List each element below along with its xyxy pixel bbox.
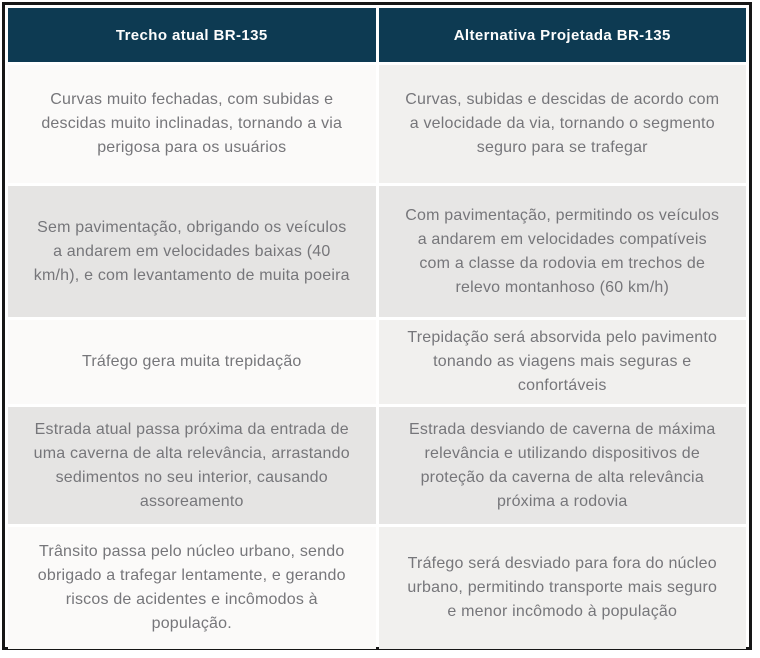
header-row	[8, 8, 746, 62]
cell-alternative-row4: Estrada desviando de caverna de máxima relevância e utilizando dispositivos de proteção da caverna de alta relevância próxima a rodovia	[379, 407, 747, 524]
cell-current-row2: Sem pavimentação, obrigando os veículos a andarem em velocidades baixas (40 km/h), e com levantamento de muita poeira	[8, 186, 376, 317]
cell-alternative-row2: Com pavimentação, permitindo os veículos a andarem em velocidades compatíveis com a classe da rodovia em trechos de relevo montanhoso (60 km/h)	[379, 186, 747, 317]
table-row	[8, 527, 746, 649]
cell-alternative-row3: Trepidação será absorvida pelo pavimento tonando as viagens mais seguras e confortáveis	[379, 320, 747, 404]
comparison-table-frame	[2, 2, 752, 650]
cell-current-row3: Tráfego gera muita trepidação	[8, 320, 376, 404]
table-row	[8, 320, 746, 404]
cell-current-row1: Curvas muito fechadas, com subidas e descidas muito inclinadas, tornando a via perigosa para os usuários	[8, 65, 376, 183]
table-row	[8, 186, 746, 317]
road-comparison-table	[5, 5, 749, 652]
cell-alternative-row1: Curvas, subidas e descidas de acordo com a velocidade da via, tornando o segmento seguro para se trafegar	[379, 65, 747, 183]
cell-current-row4: Estrada atual passa próxima da entrada de uma caverna de alta relevância, arrastando sedimentos no seu interior, causando assoreamento	[8, 407, 376, 524]
table-row	[8, 65, 746, 183]
header-cell-projected-alternative: Alternativa Projetada BR-135	[379, 8, 747, 62]
header-cell-current-stretch: Trecho atual BR-135	[8, 8, 376, 62]
table-row	[8, 407, 746, 524]
cell-alternative-row5: Tráfego será desviado para fora do núcleo urbano, permitindo transporte mais seguro e menor incômodo à população	[379, 527, 747, 649]
cell-current-row5: Trânsito passa pelo núcleo urbano, sendo obrigado a trafegar lentamente, e gerando riscos de acidentes e incômodos à população.	[8, 527, 376, 649]
